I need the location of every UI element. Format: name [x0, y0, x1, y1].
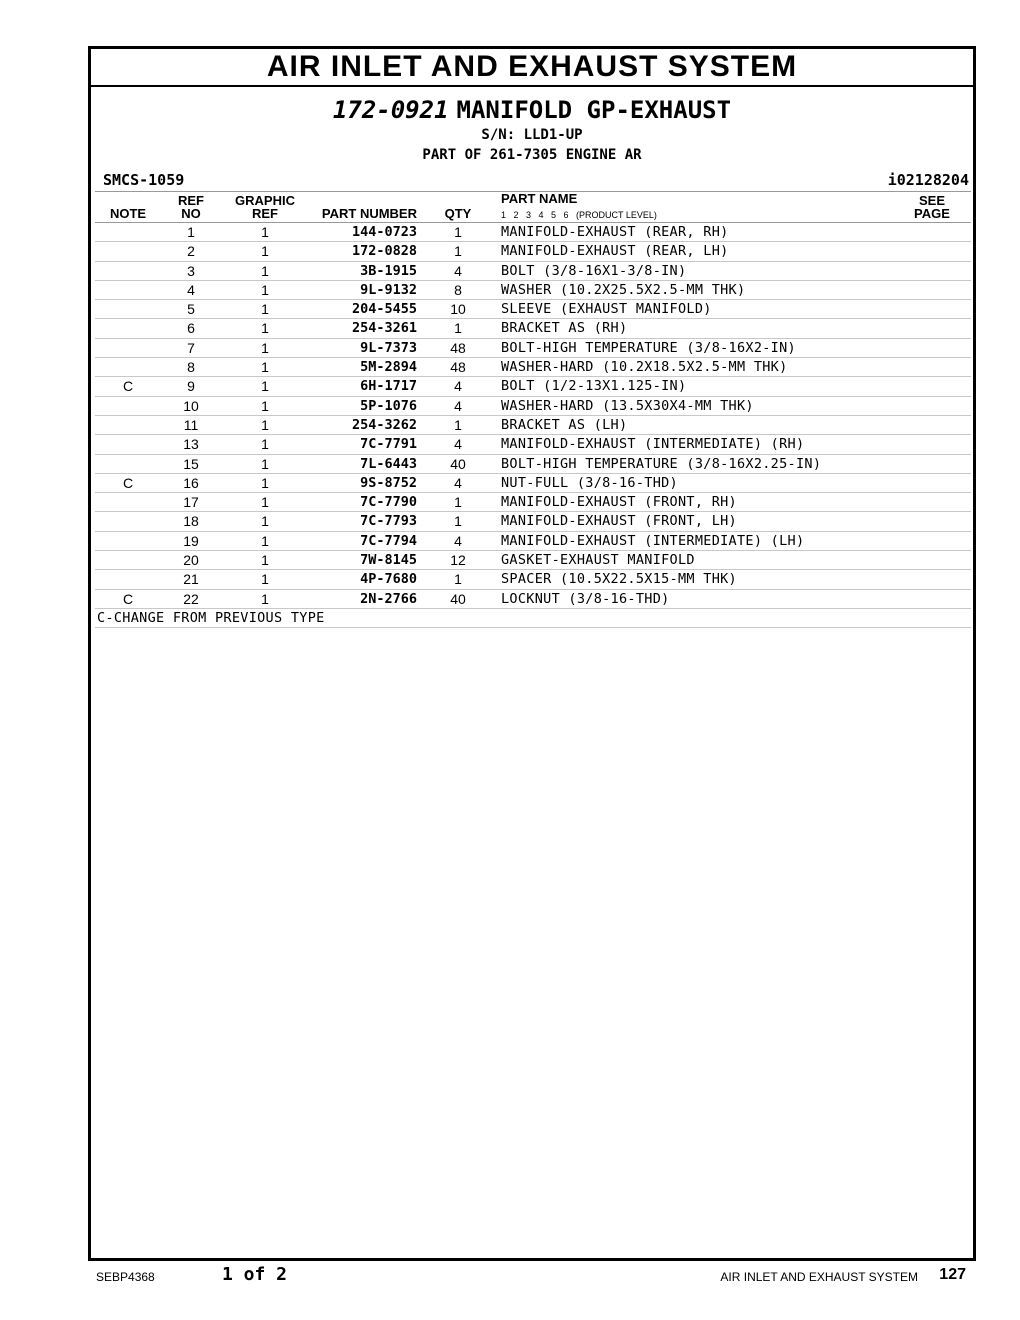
row-part-number: 254-3262	[351, 416, 417, 433]
row-ref-no: 11	[183, 416, 199, 433]
row-ref-no: 15	[183, 455, 199, 472]
row-graphic-ref: 1	[261, 397, 269, 414]
row-part-number: 2N-2766	[360, 590, 417, 607]
row-graphic-ref: 1	[261, 320, 269, 337]
row-part-name: MANIFOLD-EXHAUST (FRONT, RH)	[501, 494, 737, 511]
row-graphic-ref: 1	[261, 532, 269, 549]
row-part-number: 204-5455	[351, 301, 417, 318]
row-graphic-ref: 1	[261, 416, 269, 433]
row-qty: 1	[454, 513, 462, 530]
table-footnote: C-CHANGE FROM PREVIOUS TYPE	[95, 609, 971, 628]
row-ref-no: 18	[183, 513, 199, 530]
row-graphic-ref: 1	[261, 474, 269, 491]
row-ref-no: 1	[187, 224, 195, 240]
table-row	[95, 339, 971, 358]
row-qty: 4	[454, 262, 462, 279]
header-ref-top: REF	[178, 193, 204, 208]
table-row	[95, 397, 971, 416]
row-part-name: MANIFOLD-EXHAUST (FRONT, LH)	[501, 513, 737, 530]
row-qty: 40	[450, 590, 466, 607]
row-part-name: BRACKET AS (RH)	[501, 320, 628, 337]
row-graphic-ref: 1	[261, 339, 269, 356]
row-graphic-ref: 1	[261, 552, 269, 569]
row-ref-no: 8	[187, 359, 195, 376]
row-part-name: GASKET-EXHAUST MANIFOLD	[501, 552, 695, 569]
table-row	[95, 281, 971, 300]
table-row	[95, 416, 971, 435]
row-qty: 4	[454, 532, 462, 549]
header-see-bottom: PAGE	[914, 206, 950, 221]
row-ref-no: 17	[183, 494, 199, 511]
row-part-number: 7W-8145	[360, 552, 417, 569]
row-part-number: 254-3261	[351, 320, 417, 337]
row-graphic-ref: 1	[261, 243, 269, 260]
row-part-number: 172-0828	[351, 243, 417, 260]
table-row	[95, 532, 971, 551]
table-row	[95, 377, 971, 396]
row-part-name: NUT-FULL (3/8-16-THD)	[501, 474, 678, 491]
row-part-name: WASHER-HARD (13.5X30X4-MM THK)	[501, 397, 754, 414]
row-part-number: 3B-1915	[360, 262, 417, 279]
row-graphic-ref: 1	[261, 281, 269, 298]
footer-page-of: 1 of 2	[222, 1264, 288, 1285]
row-ref-no: 5	[187, 301, 195, 318]
row-part-number: 7C-7791	[360, 436, 417, 453]
smcs-code: SMCS-1059	[103, 171, 185, 189]
table-row	[95, 551, 971, 570]
row-ref-no: 9	[187, 378, 195, 395]
header-ref-bottom: NO	[181, 206, 201, 221]
row-qty: 12	[450, 552, 466, 569]
row-part-number: 144-0723	[351, 224, 417, 240]
row-ref-no: 19	[183, 532, 199, 549]
row-graphic-ref: 1	[261, 455, 269, 472]
row-ref-no: 20	[183, 552, 199, 569]
group-header	[91, 95, 973, 165]
section-title: AIR INLET AND EXHAUST SYSTEM	[91, 49, 973, 87]
meta-row	[91, 169, 973, 191]
group-title	[91, 95, 973, 125]
row-part-number: 4P-7680	[360, 571, 417, 588]
row-ref-no: 13	[183, 436, 199, 453]
row-part-name: LOCKNUT (3/8-16-THD)	[501, 590, 670, 607]
footer-section: AIR INLET AND EXHAUST SYSTEM	[720, 1270, 918, 1284]
row-part-name: BOLT (1/2-13X1.125-IN)	[501, 378, 687, 395]
table-header	[95, 191, 971, 223]
group-part-number: 172-0921	[332, 96, 449, 124]
row-part-name: MANIFOLD-EXHAUST (INTERMEDIATE) (LH)	[501, 532, 805, 549]
row-note: C	[122, 378, 134, 395]
row-part-name: BOLT (3/8-16X1-3/8-IN)	[501, 262, 687, 279]
row-ref-no: 16	[183, 474, 199, 491]
row-qty: 8	[454, 281, 462, 298]
row-qty: 48	[450, 359, 466, 376]
header-graphic-top: GRAPHIC	[235, 193, 295, 208]
table-row	[95, 262, 971, 281]
row-qty: 4	[454, 397, 462, 414]
row-ref-no: 6	[187, 320, 195, 337]
table-row	[95, 319, 971, 338]
row-part-number: 7C-7794	[360, 532, 417, 549]
row-part-name: SPACER (10.5X22.5X15-MM THK)	[501, 571, 737, 588]
illustration-id: i02128204	[887, 171, 969, 189]
header-product-level: 1 2 3 4 5 6 (PRODUCT LEVEL)	[501, 210, 657, 220]
row-part-number: 9S-8752	[360, 474, 417, 491]
row-qty: 1	[454, 416, 462, 433]
row-ref-no: 2	[187, 243, 195, 260]
row-part-number: 9L-7373	[360, 339, 417, 356]
row-part-number: 7C-7793	[360, 513, 417, 530]
row-qty: 1	[454, 494, 462, 511]
page-frame	[88, 46, 976, 1261]
row-graphic-ref: 1	[261, 378, 269, 395]
row-qty: 1	[454, 224, 462, 240]
row-part-name: MANIFOLD-EXHAUST (REAR, RH)	[501, 224, 729, 240]
table-row	[95, 455, 971, 474]
part-of: PART OF 261-7305 ENGINE AR	[422, 147, 642, 163]
table-row	[95, 570, 971, 589]
header-qty: QTY	[444, 206, 472, 221]
row-part-name: MANIFOLD-EXHAUST (REAR, LH)	[501, 243, 729, 260]
row-part-name: MANIFOLD-EXHAUST (INTERMEDIATE) (RH)	[501, 436, 805, 453]
row-qty: 4	[454, 378, 462, 395]
row-qty: 4	[454, 474, 462, 491]
row-part-number: 5P-1076	[360, 397, 417, 414]
footer-doc-number: SEBP4368	[96, 1270, 155, 1284]
row-qty: 10	[450, 301, 466, 318]
row-ref-no: 7	[187, 339, 195, 356]
page-footer	[96, 1264, 970, 1288]
table-row	[95, 493, 971, 512]
table-row	[95, 242, 971, 261]
table-row	[95, 590, 971, 609]
row-part-number: 7L-6443	[360, 455, 417, 472]
row-part-name: BOLT-HIGH TEMPERATURE (3/8-16X2-IN)	[501, 339, 796, 356]
row-ref-no: 4	[187, 281, 195, 298]
row-part-name: WASHER (10.2X25.5X2.5-MM THK)	[501, 281, 746, 298]
row-qty: 40	[450, 455, 466, 472]
table-row	[95, 358, 971, 377]
row-qty: 1	[454, 320, 462, 337]
row-part-number: 9L-9132	[360, 281, 417, 298]
row-ref-no: 3	[187, 262, 195, 279]
table-row	[95, 435, 971, 454]
serial-number: S/N: LLD1-UP	[481, 127, 583, 143]
parts-table	[95, 191, 971, 628]
row-part-number: 7C-7790	[360, 494, 417, 511]
row-part-number: 5M-2894	[360, 359, 417, 376]
row-part-name: SLEEVE (EXHAUST MANIFOLD)	[501, 301, 712, 318]
row-note: C	[122, 474, 134, 491]
row-graphic-ref: 1	[261, 224, 269, 240]
group-name: MANIFOLD GP-EXHAUST	[456, 96, 732, 124]
row-graphic-ref: 1	[261, 359, 269, 376]
row-part-name: BOLT-HIGH TEMPERATURE (3/8-16X2.25-IN)	[501, 455, 822, 472]
row-part-number: 6H-1717	[360, 378, 417, 395]
header-part-number: PART NUMBER	[321, 206, 417, 221]
row-graphic-ref: 1	[261, 513, 269, 530]
header-see-top: SEE	[918, 193, 945, 208]
row-graphic-ref: 1	[261, 494, 269, 511]
row-qty: 1	[454, 243, 462, 260]
row-graphic-ref: 1	[261, 590, 269, 607]
row-graphic-ref: 1	[261, 262, 269, 279]
row-graphic-ref: 1	[261, 436, 269, 453]
table-row	[95, 474, 971, 493]
row-note: C	[122, 590, 134, 607]
row-ref-no: 21	[183, 571, 199, 588]
footer-page-number: 127	[939, 1266, 966, 1283]
row-graphic-ref: 1	[261, 301, 269, 318]
row-part-name: WASHER-HARD (10.2X18.5X2.5-MM THK)	[501, 359, 788, 376]
row-qty: 48	[450, 339, 466, 356]
header-part-name: PART NAME	[501, 191, 578, 206]
table-body	[95, 223, 971, 609]
header-graphic-bottom: REF	[252, 206, 278, 221]
header-note: NOTE	[109, 206, 147, 221]
row-ref-no: 22	[183, 590, 199, 607]
row-ref-no: 10	[183, 397, 199, 414]
row-qty: 4	[454, 436, 462, 453]
table-row	[95, 512, 971, 531]
table-row	[95, 300, 971, 319]
row-graphic-ref: 1	[261, 571, 269, 588]
table-row	[95, 223, 971, 242]
row-part-name: BRACKET AS (LH)	[501, 416, 628, 433]
row-qty: 1	[454, 571, 462, 588]
